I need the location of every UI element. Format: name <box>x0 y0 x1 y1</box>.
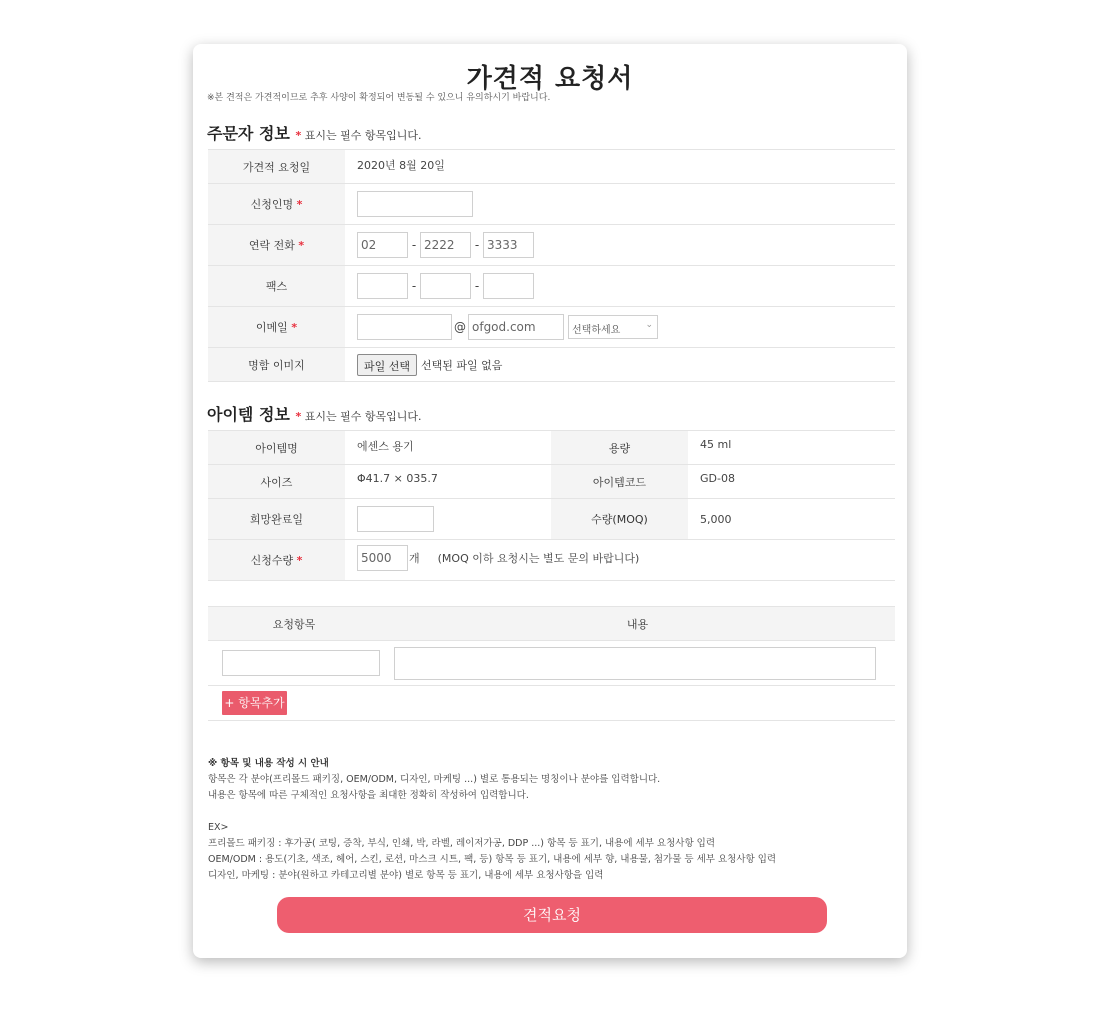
item-name-value: 에센스 용기 <box>345 431 551 465</box>
guide-text <box>208 756 776 884</box>
example-line: 프리몰드 패키징 : 후가공( 코팅, 증착, 부식, 인쇄, 박, 라벨, 레이저가공, DDP ...) 항목 등 표기, 내용에 세부 요청사항 입력 <box>208 838 716 849</box>
submit-quote-button[interactable]: 견적요청 <box>277 897 827 933</box>
guide-line: 내용은 항목에 따른 구체적인 요청사항을 최대한 정확히 작성하여 입력합니다. <box>208 790 529 801</box>
item-table: 아이템명 에센스 용기 용량 45 ml 사이즈 Φ41.7 × 035.7 아이템코드 GD-08 희망완료일 수량(MOQ) 5,000 신청수량 * 5000 개 (MOQ 이하 요청시는 별도 문의 바랍니다) <box>208 430 895 581</box>
request-item-header: 요청항목 <box>208 607 380 641</box>
email-label: 이메일 <box>255 321 288 334</box>
fax-area-input[interactable] <box>357 273 408 299</box>
phone-label: 연락 전화 <box>248 239 295 252</box>
capacity-value: 45 ml <box>688 431 895 465</box>
request-date-label: 가견적 요청일 <box>208 150 345 184</box>
moq-note: (MOQ 이하 요청시는 별도 문의 바랍니다) <box>437 552 640 565</box>
email-id-input[interactable] <box>357 314 452 340</box>
phone-area-input[interactable] <box>357 232 408 258</box>
email-domain-input[interactable] <box>468 314 564 340</box>
request-items-table <box>208 606 895 721</box>
example-line: OEM/ODM : 용도(기초, 색조, 헤어, 스킨, 로션, 마스크 시트, 팩, 등) 항목 등 표기, 내용에 세부 향, 내용물, 첨가물 등 세부 요청사항 입력 <box>208 854 777 865</box>
orderer-section-heading: 주문자 정보 * 표시는 필수 항목입니다. <box>207 124 422 143</box>
phone-middle-input[interactable] <box>420 232 471 258</box>
orderer-table: 가견적 요청일 2020년 8월 20일 신청인명 * 연락 전화 * 02 -2222 -3333 팩스 - - 이메일 * @ofgod.com 선택하세요 ⌄ 명함 이미지 파일 선택 선택된 파일 없음 <box>208 149 895 382</box>
phone-last-input[interactable] <box>483 232 534 258</box>
example-title: EX> <box>208 822 229 833</box>
file-status-text: 선택된 파일 없음 <box>421 358 503 372</box>
applicant-name-label: 신청인명 <box>250 198 294 211</box>
moq-value: 5,000 <box>688 499 895 540</box>
required-mark: * <box>295 410 302 423</box>
fax-middle-input[interactable] <box>420 273 471 299</box>
request-quantity-input[interactable] <box>357 545 408 571</box>
business-card-label: 명함 이미지 <box>208 348 345 382</box>
example-line: 디자인, 마케팅 : 분야(원하고 카테고리별 분야) 별로 항목 등 표기, 내용에 세부 요청사항을 입력 <box>208 870 604 881</box>
add-item-button[interactable]: + 항목추가 <box>222 691 287 715</box>
capacity-label: 용량 <box>551 431 688 465</box>
request-content-input[interactable] <box>394 647 876 680</box>
request-content-header: 내용 <box>380 607 895 641</box>
size-label: 사이즈 <box>208 465 345 499</box>
quote-request-form <box>193 44 907 958</box>
item-code-value: GD-08 <box>688 465 895 499</box>
moq-label: 수량(MOQ) <box>551 499 688 540</box>
file-select-button[interactable]: 파일 선택 <box>357 354 417 376</box>
applicant-name-input[interactable] <box>357 191 473 217</box>
chevron-down-icon: ⌄ <box>645 320 653 330</box>
due-date-input[interactable] <box>357 506 434 532</box>
request-quantity-label: 신청수량 <box>250 554 294 567</box>
page-title: 가견적 요청서 <box>466 64 634 94</box>
required-mark: * <box>295 129 302 142</box>
request-item-input[interactable] <box>222 650 380 676</box>
request-date-value: 2020년 8월 20일 <box>345 150 895 184</box>
size-value: Φ41.7 × 035.7 <box>345 465 551 499</box>
guide-line: 항목은 각 분야(프리몰드 패키징, OEM/ODM, 디자인, 마케팅 ...) 별로 통용되는 명칭이나 분야를 입력합니다. <box>208 774 661 785</box>
due-date-label: 희망완료일 <box>208 499 345 540</box>
email-at-sign: @ <box>454 320 466 334</box>
item-section-heading: 아이템 정보 * 표시는 필수 항목입니다. <box>207 405 422 424</box>
item-name-label: 아이템명 <box>208 431 345 465</box>
fax-label: 팩스 <box>208 266 345 307</box>
fax-last-input[interactable] <box>483 273 534 299</box>
email-domain-select[interactable]: 선택하세요 ⌄ <box>568 315 658 339</box>
guide-title: ※ 항목 및 내용 작성 시 안내 <box>208 758 329 769</box>
quantity-unit: 개 <box>409 552 420 565</box>
notice-text: ※본 견적은 가견적이므로 추후 사양이 확정되어 변동될 수 있으니 유의하시기 바랍니다. <box>207 93 551 103</box>
item-code-label: 아이템코드 <box>551 465 688 499</box>
